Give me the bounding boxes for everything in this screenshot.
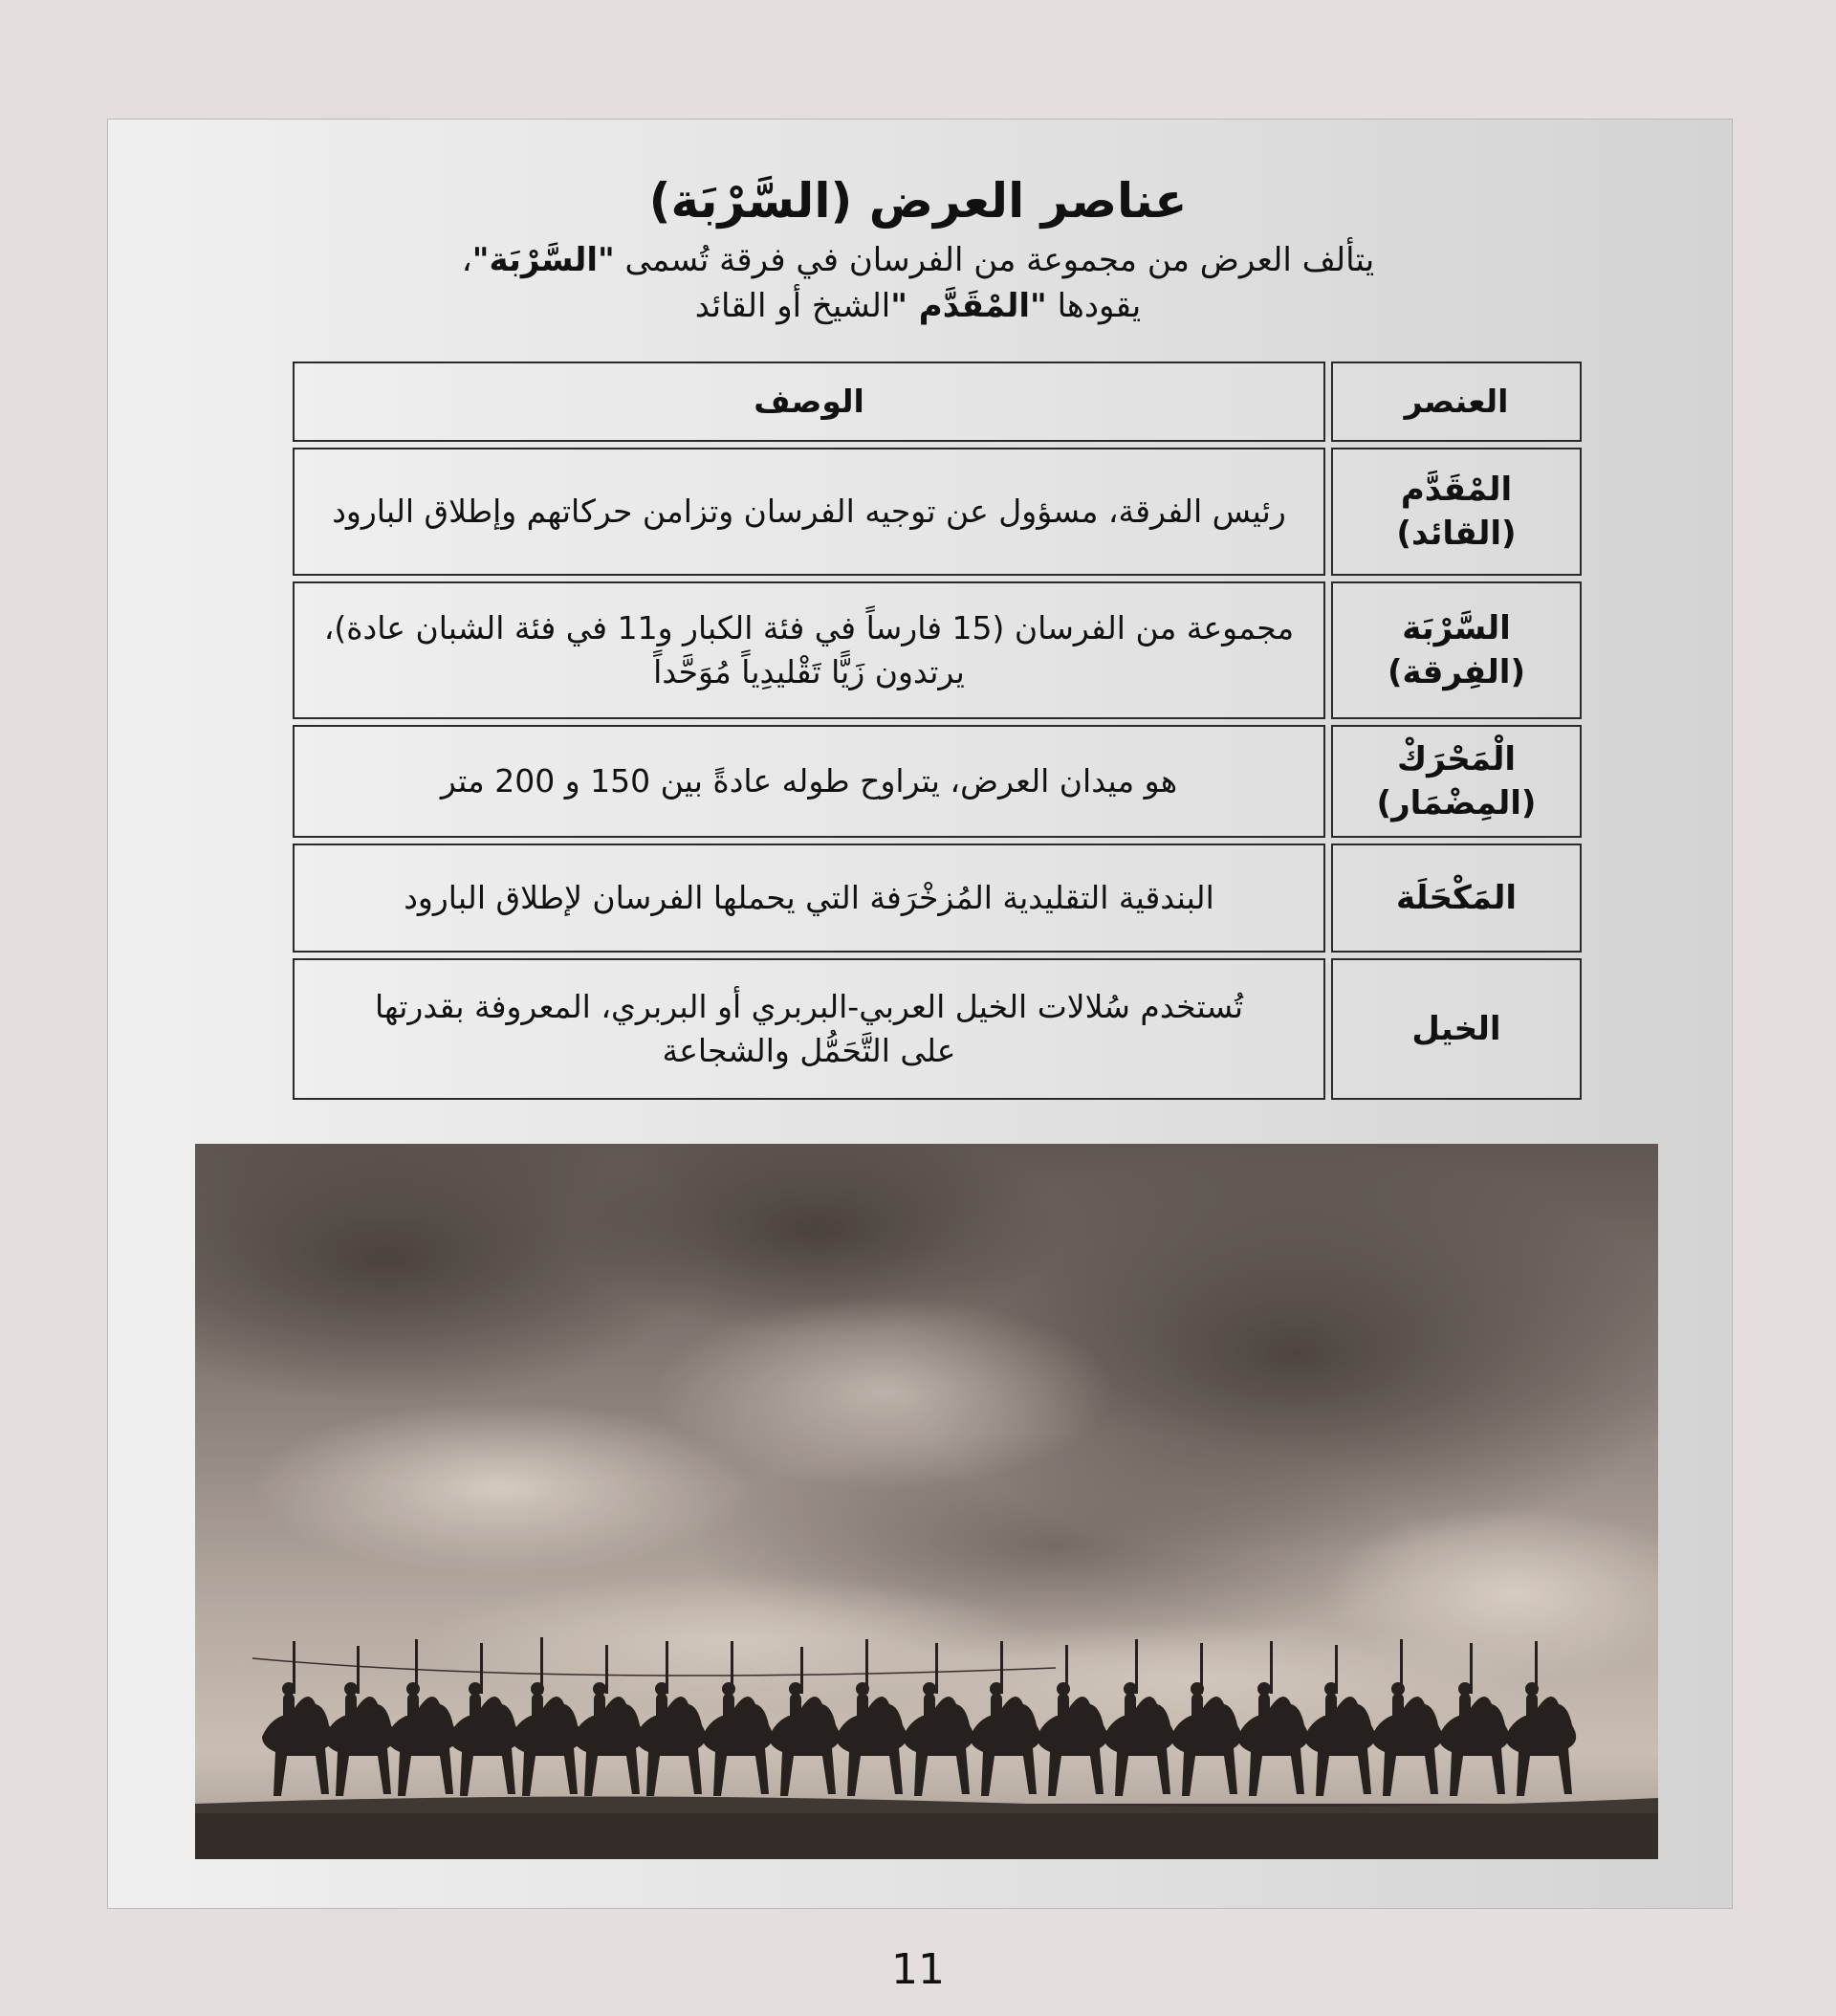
row-description-line-1: رئيس الفرقة، مسؤول عن توجيه الفرسان وتزامن حركاتهم وإطلاق البارود xyxy=(332,493,1286,530)
header-element: العنصر xyxy=(1331,362,1582,442)
row-description xyxy=(293,725,1325,838)
page-title: عناصر العرض (السَّرْبَة) xyxy=(648,173,1188,229)
row-element: المَكْحَلَة xyxy=(1331,844,1582,953)
row-description-line-1: مجموعة من الفرسان (15 فارساً في فئة الكبار و11 في فئة الشبان عادة)، xyxy=(323,609,1295,646)
row-description-line-1: البندقية التقليدية المُزخْرَفة التي يحملها الفرسان لإطلاق البارود xyxy=(404,879,1214,916)
row-description-line-1: تُستخدم سُلالات الخيل العربي-البربري أو البربري، المعروفة بقدرتها xyxy=(374,988,1244,1025)
row-description xyxy=(293,448,1325,576)
intro-line-2-bold: "المْقَدَّم " xyxy=(890,287,1047,325)
row-element: الخيل xyxy=(1331,958,1582,1100)
row-element: السَّرْبَة (الفِرقة) xyxy=(1331,581,1582,719)
row-description xyxy=(293,844,1325,953)
page-number: 11 xyxy=(891,1945,945,1994)
intro-line-1-prefix: يتألف العرض من مجموعة من الفرسان في فرقة تُسمى xyxy=(614,241,1375,279)
table-header-row xyxy=(293,362,1582,442)
row-element: المْقَدَّم (القائد) xyxy=(1331,448,1582,576)
table-row xyxy=(293,844,1582,953)
table-row xyxy=(293,725,1582,838)
intro-line-2-prefix: يقودها xyxy=(1046,287,1142,325)
table-row xyxy=(293,581,1582,719)
row-description xyxy=(293,581,1325,719)
row-description-line-2: يرتدون زَيًّا تَقْليدِياً مُوَحَّداً xyxy=(653,653,965,690)
intro-line-1-bold: "السَّرْبَة" xyxy=(471,241,615,279)
row-element: الْمَحْرَكْ (المِضْمَار) xyxy=(1331,725,1582,838)
row-description xyxy=(293,958,1325,1100)
horsemen-photo xyxy=(195,1144,1658,1859)
intro-line-1-suffix: ، xyxy=(461,241,472,279)
intro-paragraph xyxy=(0,237,1836,329)
elements-table xyxy=(287,356,1587,1106)
row-description-line-2: على التَّحَمُّل والشجاعة xyxy=(662,1032,956,1069)
header-description: الوصف xyxy=(293,362,1325,442)
table-row xyxy=(293,448,1582,576)
row-description-line-1: هو ميدان العرض، يتراوح طوله عادةً بين 150 و 200 متر xyxy=(440,762,1178,800)
intro-line-1 xyxy=(0,237,1836,283)
horsemen-photo-art xyxy=(195,1144,1658,1859)
intro-line-2 xyxy=(0,283,1836,329)
intro-line-2-suffix: الشيخ أو القائد xyxy=(694,287,891,325)
table-row xyxy=(293,958,1582,1100)
